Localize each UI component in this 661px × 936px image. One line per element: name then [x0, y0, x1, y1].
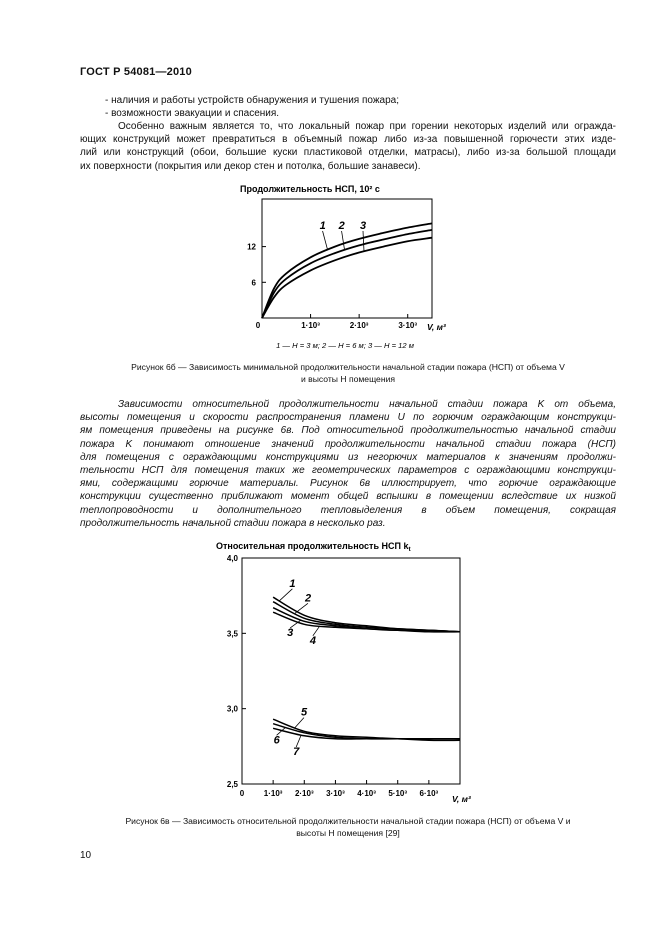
curve-label: 2	[338, 220, 345, 232]
text-line: конструкции существенно приближают момент общей вспышки в помещении вследствие их низкой	[80, 491, 616, 503]
text-line: для помещения с ограждающими конструкциями из негорючих материалов к значениям продолжи-	[80, 451, 616, 463]
x-tick-label: 6·10³	[419, 789, 439, 798]
text-line: ями, содержащими горючие материалы. Рисунок 6в иллюстрирует, что горючие ограждающие	[80, 478, 616, 490]
caption-line: высоты Н помещения [29]	[296, 827, 400, 838]
leader-line	[363, 231, 364, 251]
x-tick-label: 0	[255, 321, 261, 330]
leader-line	[295, 718, 304, 728]
chart-legend: 1 — Н = 3 м; 2 — Н = 6 м; 3 — Н = 12 м	[276, 341, 414, 350]
leader-line	[295, 603, 308, 613]
plot-frame	[242, 558, 460, 784]
curve-label: 1	[319, 220, 326, 232]
text-line: ям помещения приведены на рисунке 6в. Под относительной продолжительностью начальной стадии	[80, 425, 616, 437]
y-tick-label: 2,5	[226, 780, 238, 789]
chart-relative-nsp	[0, 534, 661, 814]
paragraph-relative-duration	[80, 398, 616, 530]
text-line: их поверхности (покрытия или декор стен и потолка, большие занавеси).	[80, 160, 421, 172]
text-line: лий или конструкций (обои, большие куски пластиковой отделки, матрасы), либо из-за большой площади	[80, 147, 616, 159]
x-tick-label: 2·10³	[349, 321, 369, 330]
bullet-item: - возможности эвакуации и спасения.	[105, 108, 280, 119]
leader-line	[279, 589, 292, 601]
curve-label: 4	[309, 634, 316, 647]
caption-line: и высоты Н помещения	[300, 373, 396, 384]
curve-label: 1	[289, 577, 296, 590]
figure-caption-6b	[80, 362, 616, 385]
text-line: Особенно важным является то, что локальный пожар при горении некоторых изделий или огражда-	[118, 121, 616, 132]
text-line: ющих конструкций может превратиться в объемный пожар либо из-за повышенной горючести этих изде-	[80, 134, 616, 146]
curve-label: 6	[273, 734, 280, 747]
y-tick-label: 3,0	[226, 704, 238, 714]
series-line-4	[273, 612, 460, 632]
x-tick-label: 4·10³	[357, 789, 376, 798]
x-axis-label: V, м³	[427, 322, 446, 332]
curve-label: 7	[293, 746, 300, 759]
figure-caption-6v	[80, 816, 616, 839]
text-line: теплопроводности и дополнительного тепловыделения в объем помещения, сокращая	[80, 504, 616, 516]
y-tick-label: 12	[247, 242, 256, 252]
series-line-2	[273, 602, 460, 632]
curve-label: 3	[287, 626, 294, 639]
chart-title: Относительная продолжительность НСП $k_t$	[216, 541, 411, 553]
x-tick-label: 5·10³	[388, 789, 408, 798]
caption-line: Рисунок 6б — Зависимость минимальной продолжительности начальной стадии пожара (НСП) от объема V	[131, 362, 565, 372]
x-tick-label: 1·10³	[301, 321, 320, 330]
x-tick-label: 0	[239, 789, 245, 798]
text-line: высоты помещения и скорости распространения пламени U по горючим ограждающим конструкци-	[80, 412, 616, 424]
text-line: Зависимости относительной продолжительности начальной стадии пожара K от объема,	[118, 399, 616, 410]
x-tick-label: 1·10³	[263, 789, 283, 798]
chart-title: Продолжительность НСП, 10² с	[240, 184, 380, 194]
curve-label: 5	[300, 706, 308, 719]
text-line: продолжительность начальной стадии пожара в несколько раз.	[80, 517, 386, 529]
y-tick-label: 6	[251, 278, 256, 288]
x-axis-label: V, м³	[452, 794, 471, 804]
x-tick-label: 3·10³	[326, 789, 345, 798]
page-number: 10	[80, 850, 92, 861]
y-tick-label: 4,0	[226, 554, 238, 563]
curve-label: 2	[304, 592, 312, 605]
bullet-item: - наличия и работы устройств обнаружения и тушения пожара;	[105, 95, 399, 106]
leader-line	[342, 231, 345, 250]
leader-line	[323, 231, 328, 250]
y-tick-label: 3,5	[226, 629, 238, 639]
series-line-1	[262, 223, 432, 318]
chart-nsp-duration	[0, 178, 661, 358]
x-tick-label: 3·10³	[398, 321, 418, 330]
paragraph-local-fire	[80, 120, 616, 173]
plot-frame	[262, 199, 432, 318]
text-line: тельности НСП для помещения таких же геометрических параметров с ограждающими конструкци-	[80, 465, 616, 477]
curve-label: 3	[360, 220, 367, 232]
x-tick-label: 2·10³	[294, 789, 314, 798]
document-header: ГОСТ Р 54081—2010	[80, 66, 192, 78]
text-line: пожара K понимают отношение значений продолжительности начальной стадии пожара (НСП)	[80, 438, 616, 450]
caption-line: Рисунок 6в — Зависимость относительной продолжительности начальной стадии пожара (НСП) от объема V и	[125, 816, 571, 826]
